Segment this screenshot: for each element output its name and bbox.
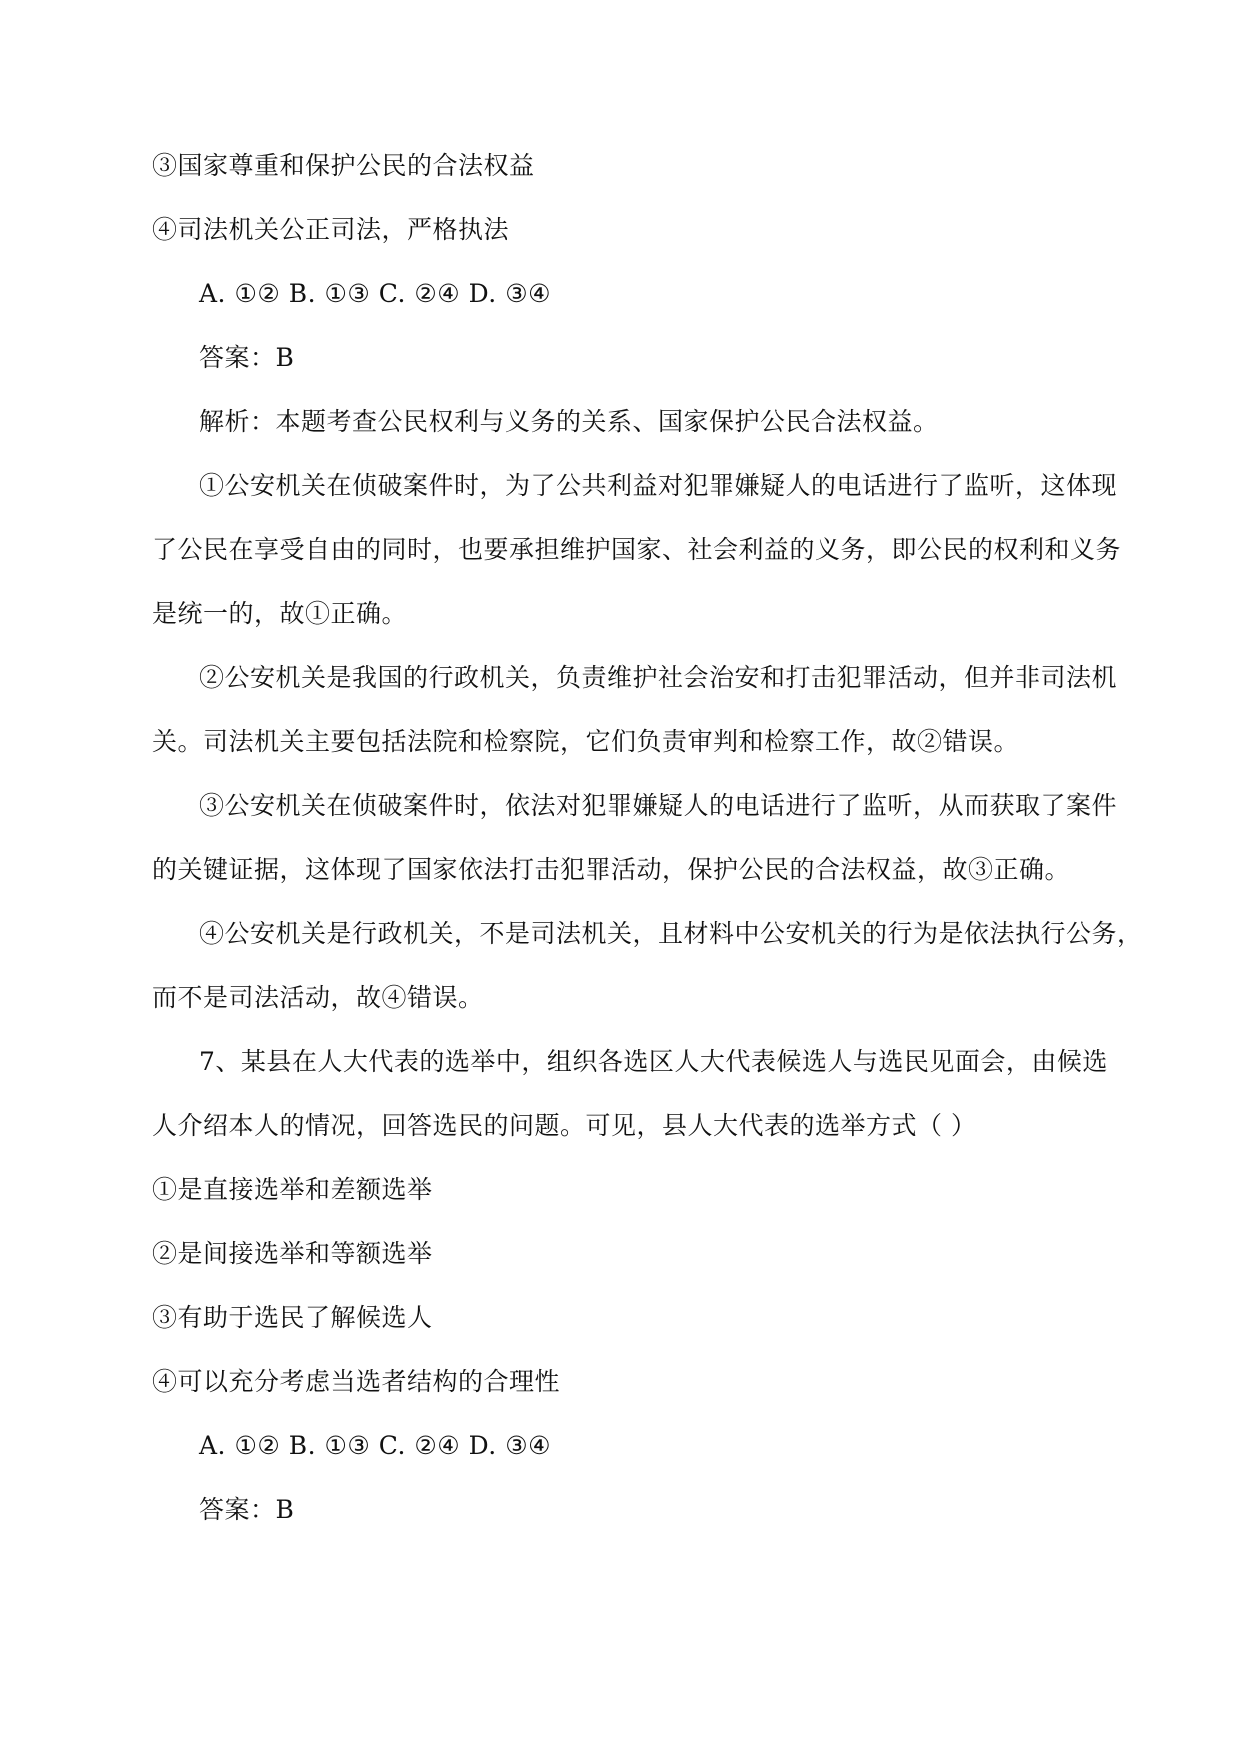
option-statement-3: ③国家尊重和保护公民的合法权益	[152, 151, 535, 180]
option-statement-4: ④司法机关公正司法，严格执法	[152, 215, 510, 244]
analysis-paragraph-line: ②公安机关是我国的行政机关，负责维护社会治安和打击犯罪活动，但并非司法机	[199, 663, 1118, 692]
analysis-paragraph-line: 的关键证据，这体现了国家依法打击犯罪活动，保护公民的合法权益，故③正确。	[152, 855, 1071, 884]
analysis-intro: 解析：本题考查公民权利与义务的关系、国家保护公民合法权益。	[199, 407, 939, 436]
analysis-paragraph-line: 了公民在享受自由的同时，也要承担维护国家、社会利益的义务，即公民的权利和义务	[152, 535, 1122, 564]
analysis-paragraph-line: ③公安机关在侦破案件时，依法对犯罪嫌疑人的电话进行了监听，从而获取了案件	[199, 791, 1118, 820]
option-statement-4: ④可以充分考虑当选者结构的合理性	[152, 1367, 561, 1396]
option-statement-1: ①是直接选举和差额选举	[152, 1175, 433, 1204]
answer-line: 答案：B	[199, 1495, 295, 1524]
answer-choices: A. ①② B. ①③ C. ②④ D. ③④	[199, 1431, 552, 1460]
option-statement-2: ②是间接选举和等额选举	[152, 1239, 433, 1268]
question-stem-line: 7、某县在人大代表的选举中，组织各选区人大代表候选人与选民见面会，由候选	[199, 1047, 1108, 1076]
analysis-paragraph-line: ④公安机关是行政机关，不是司法机关，且材料中公安机关的行为是依法执行公务，	[199, 919, 1143, 948]
analysis-paragraph-line: ①公安机关在侦破案件时，为了公共利益对犯罪嫌疑人的电话进行了监听，这体现	[199, 471, 1118, 500]
option-statement-3: ③有助于选民了解候选人	[152, 1303, 433, 1332]
question-stem-line: 人介绍本人的情况，回答选民的问题。可见，县人大代表的选举方式（ ）	[152, 1111, 977, 1140]
answer-line: 答案：B	[199, 343, 295, 372]
analysis-paragraph-line: 关。司法机关主要包括法院和检察院，它们负责审判和检察工作，故②错误。	[152, 727, 1020, 756]
analysis-paragraph-line: 而不是司法活动，故④错误。	[152, 983, 484, 1012]
analysis-paragraph-line: 是统一的，故①正确。	[152, 599, 408, 628]
answer-choices: A. ①② B. ①③ C. ②④ D. ③④	[199, 279, 552, 308]
